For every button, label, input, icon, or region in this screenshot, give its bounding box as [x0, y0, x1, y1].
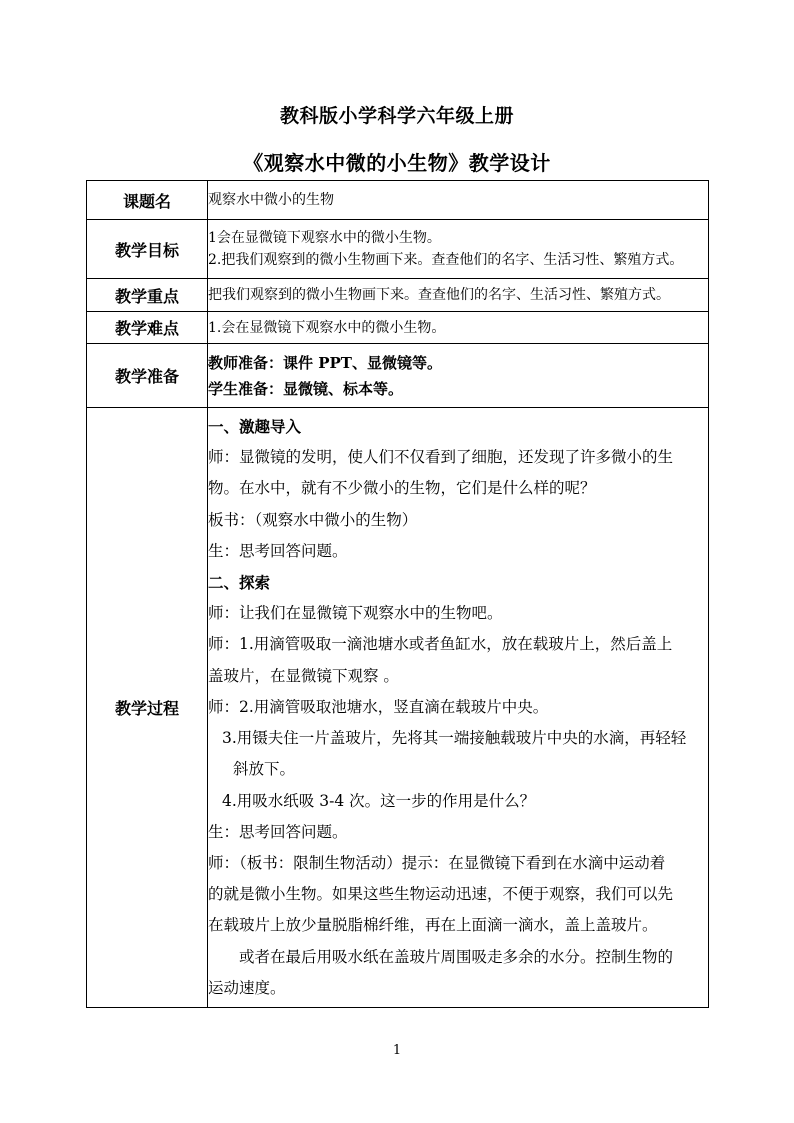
table-row: [87, 279, 709, 312]
table-row: [87, 344, 709, 408]
lesson-plan-table: [86, 180, 709, 1008]
table-row: [87, 312, 709, 344]
row-value-topic: 观察水中微小的生物: [208, 181, 709, 220]
table-row: [87, 181, 709, 220]
table-row: [87, 408, 709, 1008]
process-line: 在载玻片上放少量脱脂棉纤维，再在上面滴一滴水，盖上盖玻片。: [208, 916, 658, 935]
row-label-key-points: 教学重点: [87, 279, 208, 312]
process-line: 的就是微小生物。如果这些生物运动迅速，不便于观察，我们可以先: [208, 885, 674, 904]
section-heading: 一、激趣导入: [208, 417, 302, 437]
process-line: 斜放下。: [233, 760, 296, 779]
process-line: 生：思考回答问题。: [208, 541, 348, 560]
process-line: 师：让我们在显微镜下观察水中的生物吧。: [208, 604, 503, 623]
process-line: 板书：（观察水中微小的生物）: [208, 510, 418, 529]
process-line: 生：思考回答问题。: [208, 822, 348, 841]
table-row: [87, 220, 709, 279]
row-label-topic: 课题名: [87, 181, 208, 220]
preparation-line: 学生准备：显微镜、标本等。: [208, 379, 404, 398]
process-line: 3.用镊夫住一片盖玻片，先将其一端接触载玻片中央的水滴，再轻轻: [222, 729, 687, 748]
process-line: 物。在水中，就有不少微小的生物，它们是什么样的呢？: [208, 479, 596, 498]
document-subtitle: 《观察水中微的小生物》教学设计: [243, 151, 551, 175]
preparation-line: 教师准备：课件 PPT、显微镜等。: [208, 353, 442, 372]
document-title: 教科版小学科学六年级上册: [279, 105, 514, 127]
process-line: 运动速度。: [208, 978, 286, 997]
row-value-goals: [208, 220, 709, 279]
row-value-process: [208, 408, 709, 1008]
process-line: 4.用吸水纸吸 3-4 次。这一步的作用是什么？: [222, 791, 536, 810]
goal-line: 2.把我们观察到的微小生物画下来。查查他们的名字、生活习性、繁殖方式。: [208, 252, 684, 268]
process-line: 盖玻片，在显微镜下观察 。: [208, 666, 399, 685]
goal-line: 1会在显微镜下观察水中的微小生物。: [208, 230, 441, 246]
row-label-goals: 教学目标: [87, 220, 208, 279]
row-value-preparation: [208, 344, 709, 408]
process-line: 师：1.用滴管吸取一滴池塘水或者鱼缸水，放在载玻片上，然后盖上: [208, 635, 673, 654]
row-label-process: 教学过程: [87, 408, 208, 1008]
process-line: 师：（板书：限制生物活动）提示：在显微镜下看到在水滴中运动着: [208, 853, 666, 872]
row-value-difficulties: 1.会在显微镜下观察水中的微小生物。: [208, 312, 709, 344]
process-line: 师：显微镜的发明，使人们不仅看到了细胞，还发现了许多微小的生: [208, 448, 674, 467]
process-line: 师：2.用滴管吸取池塘水，竖直滴在载玻片中央。: [208, 697, 549, 716]
row-label-preparation: 教学准备: [87, 344, 208, 408]
row-value-key-points: 把我们观察到的微小生物画下来。查查他们的名字、生活习性、繁殖方式。: [208, 279, 709, 312]
page-number: 1: [392, 1043, 402, 1058]
process-line: 或者在最后用吸水纸在盖玻片周围吸走多余的水分。控制生物的: [239, 947, 674, 966]
section-heading: 二、探索: [208, 573, 271, 593]
row-label-difficulties: 教学难点: [87, 312, 208, 344]
